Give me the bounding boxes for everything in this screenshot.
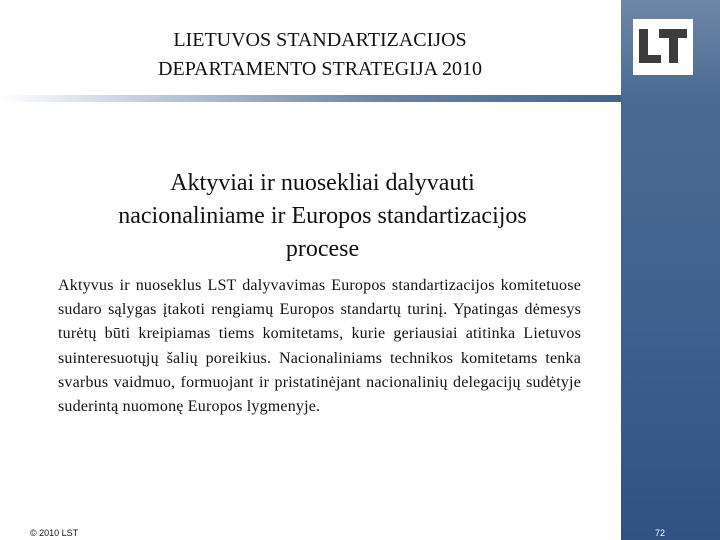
header-title <box>40 26 600 84</box>
sidebar-band <box>621 0 720 540</box>
slide-heading <box>40 167 605 266</box>
lst-logo-icon <box>633 19 693 75</box>
slide-heading-line-1: Aktyviai ir nuosekliai dalyvauti <box>170 170 475 196</box>
slide-body-text: Aktyvus ir nuoseklus LST dalyvavimas Europos standartizacijos komitetuose sudaro sąlygas įtakoti rengiamų Europos standartų turinį. Ypatingas dėmesys turėtų būti kreipiamas tiems komitetams, kurie geriausiai atitinka Lietuvos suinteresuotųjų šalių poreikius. Nacionaliniams technikos komitetams tenka svarbus vaidmuo, formuojant ir pristatinėjant nacionalinių delegacijų sudėtyje suderintą nuomonę Europos lygmenyje. <box>58 277 581 416</box>
header-divider <box>0 95 621 102</box>
slide-heading-line-3: procese <box>285 236 360 262</box>
header-title-line-2: DEPARTAMENTO STRATEGIJA 2010 <box>158 58 482 80</box>
footer-copyright: © 2010 LST <box>30 528 79 538</box>
slide-heading-line-2: nacionaliniame ir Europos standartizacijos <box>118 203 527 229</box>
header-title-line-1: LIETUVOS STANDARTIZACIJOS <box>173 29 467 51</box>
lst-logo <box>633 19 693 75</box>
footer-page-number: 72 <box>655 528 666 538</box>
